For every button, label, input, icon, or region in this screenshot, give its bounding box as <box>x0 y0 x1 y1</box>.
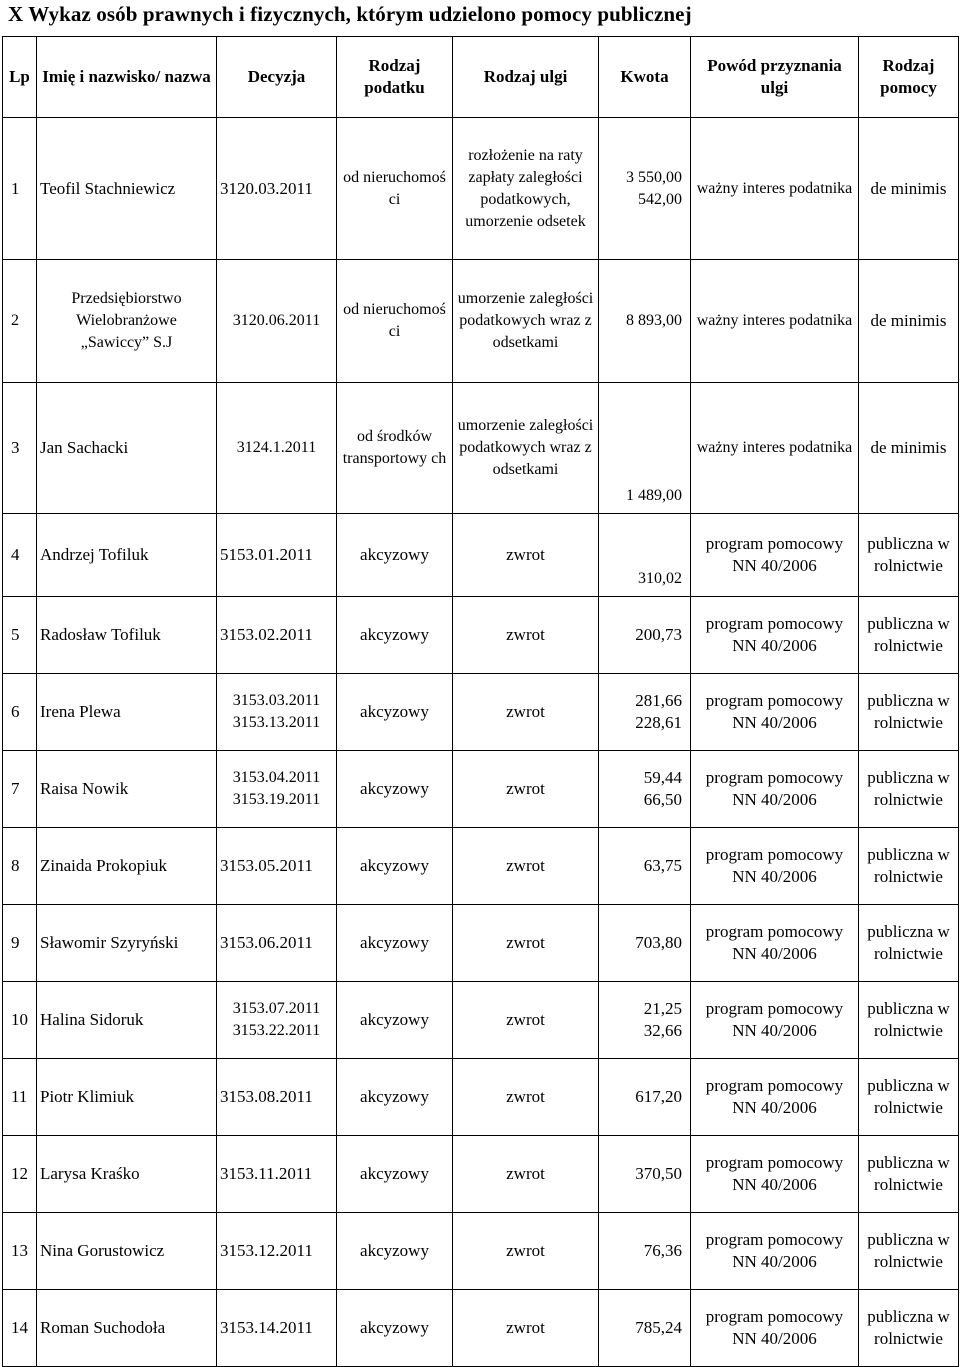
cell-decision: 3153.05.2011 <box>217 828 337 905</box>
cell-lp: 14 <box>3 1290 37 1367</box>
cell-amount: 785,24 <box>599 1290 691 1367</box>
table-row <box>3 905 959 982</box>
cell-aid-type: publiczna w rolnictwie <box>859 905 959 982</box>
cell-amount <box>599 118 691 260</box>
cell-reason: ważny interes podatnika <box>691 383 859 514</box>
cell-reason: program pomocowy NN 40/2006 <box>691 982 859 1059</box>
cell-aid-type: publiczna w rolnictwie <box>859 828 959 905</box>
decision-value: 3153.19.2011 <box>232 791 321 808</box>
table-row <box>3 1059 959 1136</box>
table-row <box>3 1213 959 1290</box>
decision-value: 3153.22.2011 <box>232 1022 321 1039</box>
cell-reason: ważny interes podatnika <box>691 118 859 260</box>
amount-value: 281,66 <box>635 691 682 710</box>
cell-lp: 3 <box>3 383 37 514</box>
header-reason: Powód przyznania ulgi <box>691 37 859 118</box>
cell-lp: 11 <box>3 1059 37 1136</box>
cell-tax-type: akcyzowy <box>337 1136 453 1213</box>
cell-tax-type: akcyzowy <box>337 982 453 1059</box>
cell-amount: 200,73 <box>599 597 691 674</box>
cell-reason: program pomocowy NN 40/2006 <box>691 905 859 982</box>
cell-tax-type: akcyzowy <box>337 905 453 982</box>
amount-value: 542,00 <box>638 190 682 208</box>
cell-relief-type: zwrot <box>453 514 599 597</box>
cell-amount: 370,50 <box>599 1136 691 1213</box>
amount-value: 21,25 <box>643 999 682 1018</box>
cell-reason: ważny interes podatnika <box>691 260 859 383</box>
cell-name: Larysa Kraśko <box>37 1136 217 1213</box>
cell-reason: program pomocowy NN 40/2006 <box>691 597 859 674</box>
cell-tax-type: akcyzowy <box>337 1290 453 1367</box>
cell-name: Jan Sachacki <box>37 383 217 514</box>
cell-reason: program pomocowy NN 40/2006 <box>691 1290 859 1367</box>
cell-aid-type: de minimis <box>859 260 959 383</box>
cell-aid-type: de minimis <box>859 118 959 260</box>
cell-aid-type: publiczna w rolnictwie <box>859 514 959 597</box>
header-name: Imię i nazwisko/ nazwa <box>37 37 217 118</box>
cell-decision <box>217 751 337 828</box>
header-relief-type: Rodzaj ulgi <box>453 37 599 118</box>
cell-reason: program pomocowy NN 40/2006 <box>691 1136 859 1213</box>
cell-relief-type: zwrot <box>453 674 599 751</box>
cell-reason: program pomocowy NN 40/2006 <box>691 514 859 597</box>
cell-tax-type: akcyzowy <box>337 597 453 674</box>
decision-value: 3153.04.2011 <box>232 769 321 786</box>
cell-decision: 3153.11.2011 <box>217 1136 337 1213</box>
cell-relief-type: umorzenie zaległości podatkowych wraz z odsetkami <box>453 383 599 514</box>
cell-name: Irena Plewa <box>37 674 217 751</box>
cell-lp: 7 <box>3 751 37 828</box>
cell-amount: 703,80 <box>599 905 691 982</box>
cell-aid-type: publiczna w rolnictwie <box>859 751 959 828</box>
amount-value: 66,50 <box>643 790 682 809</box>
amount-value: 59,44 <box>643 768 682 787</box>
decision-value: 3153.13.2011 <box>232 714 321 731</box>
cell-aid-type: publiczna w rolnictwie <box>859 1059 959 1136</box>
cell-relief-type: rozłożenie na raty zapłaty zaległości podatkowych, umorzenie odsetek <box>453 118 599 260</box>
cell-lp: 6 <box>3 674 37 751</box>
header-tax-type: Rodzaj podatku <box>337 37 453 118</box>
cell-aid-type: publiczna w rolnictwie <box>859 1213 959 1290</box>
cell-name: Sławomir Szyryński <box>37 905 217 982</box>
cell-decision: 3153.02.2011 <box>217 597 337 674</box>
cell-decision <box>217 982 337 1059</box>
cell-decision: 3153.12.2011 <box>217 1213 337 1290</box>
cell-relief-type: zwrot <box>453 828 599 905</box>
amount-value: 32,66 <box>643 1021 682 1040</box>
header-decision: Decyzja <box>217 37 337 118</box>
table-row <box>3 514 959 597</box>
table-row <box>3 260 959 383</box>
cell-reason: program pomocowy NN 40/2006 <box>691 751 859 828</box>
table-row <box>3 118 959 260</box>
cell-amount: 617,20 <box>599 1059 691 1136</box>
cell-name: Piotr Klimiuk <box>37 1059 217 1136</box>
aid-table <box>2 36 959 1367</box>
cell-amount <box>599 751 691 828</box>
cell-decision: 5153.01.2011 <box>217 514 337 597</box>
table-row <box>3 828 959 905</box>
cell-tax-type: akcyzowy <box>337 1059 453 1136</box>
cell-lp: 9 <box>3 905 37 982</box>
cell-decision <box>217 674 337 751</box>
cell-decision: 3153.08.2011 <box>217 1059 337 1136</box>
table-row <box>3 674 959 751</box>
header-lp: Lp <box>3 37 37 118</box>
cell-relief-type: zwrot <box>453 982 599 1059</box>
cell-name: Teofil Stachniewicz <box>37 118 217 260</box>
amount-value: 228,61 <box>635 713 682 732</box>
table-header-row <box>3 37 959 118</box>
cell-aid-type: publiczna w rolnictwie <box>859 1136 959 1213</box>
cell-amount <box>599 982 691 1059</box>
cell-decision: 3153.14.2011 <box>217 1290 337 1367</box>
cell-relief-type: zwrot <box>453 597 599 674</box>
cell-tax-type: akcyzowy <box>337 1213 453 1290</box>
cell-tax-type: akcyzowy <box>337 674 453 751</box>
cell-aid-type: publiczna w rolnictwie <box>859 1290 959 1367</box>
cell-decision: 3120.03.2011 <box>217 118 337 260</box>
table-row <box>3 982 959 1059</box>
cell-lp: 12 <box>3 1136 37 1213</box>
cell-relief-type: zwrot <box>453 1136 599 1213</box>
cell-tax-type: od nieruchomoś ci <box>337 118 453 260</box>
cell-amount: 310,02 <box>599 514 691 597</box>
cell-decision: 3120.06.2011 <box>217 260 337 383</box>
cell-aid-type: publiczna w rolnictwie <box>859 982 959 1059</box>
cell-name: Radosław Tofiluk <box>37 597 217 674</box>
cell-amount: 76,36 <box>599 1213 691 1290</box>
cell-name: Andrzej Tofiluk <box>37 514 217 597</box>
table-row <box>3 597 959 674</box>
cell-name: Halina Sidoruk <box>37 982 217 1059</box>
cell-decision: 3153.06.2011 <box>217 905 337 982</box>
amount-value: 3 550,00 <box>626 168 682 186</box>
page-title: X Wykaz osób prawnych i fizycznych, którym udzielono pomocy publicznej <box>8 2 692 26</box>
cell-amount <box>599 674 691 751</box>
cell-name: Raisa Nowik <box>37 751 217 828</box>
cell-relief-type: zwrot <box>453 1290 599 1367</box>
cell-tax-type: od nieruchomoś ci <box>337 260 453 383</box>
table-row <box>3 1136 959 1213</box>
cell-reason: program pomocowy NN 40/2006 <box>691 1059 859 1136</box>
cell-amount: 8 893,00 <box>599 260 691 383</box>
header-aid-type: Rodzaj pomocy <box>859 37 959 118</box>
cell-tax-type: akcyzowy <box>337 828 453 905</box>
cell-lp: 10 <box>3 982 37 1059</box>
cell-relief-type: zwrot <box>453 1059 599 1136</box>
cell-reason: program pomocowy NN 40/2006 <box>691 828 859 905</box>
decision-value: 3153.03.2011 <box>232 692 321 709</box>
cell-relief-type: zwrot <box>453 1213 599 1290</box>
cell-reason: program pomocowy NN 40/2006 <box>691 674 859 751</box>
cell-name: Przedsiębiorstwo Wielobranżowe „Sawiccy” S.J <box>37 260 217 383</box>
cell-amount: 63,75 <box>599 828 691 905</box>
cell-decision: 3124.1.2011 <box>217 383 337 514</box>
cell-relief-type: zwrot <box>453 751 599 828</box>
cell-lp: 4 <box>3 514 37 597</box>
cell-relief-type: umorzenie zaległości podatkowych wraz z odsetkami <box>453 260 599 383</box>
cell-reason: program pomocowy NN 40/2006 <box>691 1213 859 1290</box>
cell-relief-type: zwrot <box>453 905 599 982</box>
cell-name: Nina Gorustowicz <box>37 1213 217 1290</box>
decision-value: 3153.07.2011 <box>232 1000 321 1017</box>
table-row <box>3 383 959 514</box>
cell-tax-type: od środków transportowy ch <box>337 383 453 514</box>
cell-tax-type: akcyzowy <box>337 514 453 597</box>
cell-lp: 2 <box>3 260 37 383</box>
table-row <box>3 1290 959 1367</box>
cell-lp: 1 <box>3 118 37 260</box>
cell-lp: 13 <box>3 1213 37 1290</box>
cell-aid-type: publiczna w rolnictwie <box>859 597 959 674</box>
cell-aid-type: publiczna w rolnictwie <box>859 674 959 751</box>
cell-name: Roman Suchodoła <box>37 1290 217 1367</box>
cell-aid-type: de minimis <box>859 383 959 514</box>
cell-lp: 8 <box>3 828 37 905</box>
cell-tax-type: akcyzowy <box>337 751 453 828</box>
table-row <box>3 751 959 828</box>
cell-lp: 5 <box>3 597 37 674</box>
cell-amount: 1 489,00 <box>599 383 691 514</box>
header-amount: Kwota <box>599 37 691 118</box>
cell-name: Zinaida Prokopiuk <box>37 828 217 905</box>
